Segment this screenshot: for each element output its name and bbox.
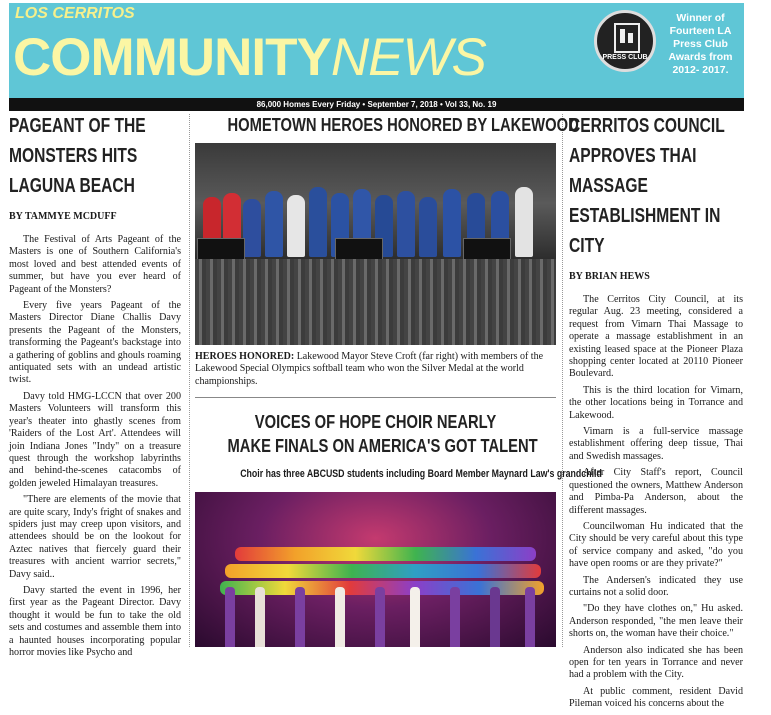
performer: [375, 587, 385, 647]
performer: [525, 587, 535, 647]
center-bottom-article: [195, 410, 556, 458]
paragraph: The Cerritos City Council, at its regular Aug. 23 meeting, considered a request from Vimarn Thai Massage to operate a massage establishment in an existing leased space at the Pioneer Plaza shopping center located at 20110 Pioneer Boulevard.: [569, 294, 743, 380]
title-community: COMMUNITY: [13, 28, 331, 87]
choir-row: [225, 564, 541, 578]
paragraph: The Festival of Arts Pageant of the Masters is one of Southern California's most loved and best attended events of summer, but have you ever heard of Pageant of the Monsters?: [9, 234, 181, 295]
performer: [335, 587, 345, 647]
section-divider: [195, 397, 556, 398]
paragraph: Every five years Pageant of the Masters Director Diane Challis Davy presents the Pageant of the Monsters, transforming the Pageant's backstage into a gathering of goblins and ghouls roaming antiquated sets with an undead artistic twist.: [9, 300, 181, 386]
performer: [410, 587, 420, 647]
right-article: [569, 111, 743, 715]
performer: [255, 587, 265, 647]
paragraph: Davy told HMG-LCCN that over 200 Masters Volunteers will transform this year's theater into ghastly scenes from 'Raiders of the Lost Art'. Attendees will join Indiana Jones "Indy" on a treasure quest through the workshop labyrinths and behind-the-scenes catacombs of golden jeweled Himalayan treasures.: [9, 390, 181, 489]
paragraph: The Andersen's indicated they use curtains not a solid door.: [569, 574, 743, 598]
person: [443, 189, 461, 257]
paragraph: After City Staff's report, Council questioned the owners, Matthew Anderson and Pimba-Pa Anderson, about the different massages.: [569, 467, 743, 516]
stage-skirt: [195, 259, 556, 345]
paragraph: Councilwoman Hu indicated that the City should be very careful about this type of service company and asked, "do you have open rooms or are they private?": [569, 520, 743, 570]
person: [309, 187, 327, 257]
person: [397, 191, 415, 257]
paragraph: Davy started the event in 1996, her first year as the Pageant Director. Davy thought it would be fun to take the old sets and costumes and assemble them into a haunted houses incorporating popular horror movies like Psycho and: [9, 584, 181, 658]
person: [419, 197, 437, 257]
performer: [295, 587, 305, 647]
masthead-city: LOS CERRITOS: [15, 5, 135, 22]
seal-text: PRESS CLUB: [602, 54, 648, 61]
paragraph: "Do they have clothes on," Hu asked. Anderson responded, "the men leave their shorts on, the woman have their choice.": [569, 603, 743, 640]
award-text: Winner of Fourteen LA Press Club Awards from 2012- 2017.: [668, 12, 733, 76]
person: [265, 191, 283, 257]
choir-headline-line2: MAKE FINALS ON AMERICA'S GOT TALENT: [227, 436, 538, 456]
left-body: [9, 234, 181, 659]
building-icon: [614, 23, 640, 53]
heroes-photo: [195, 143, 556, 345]
person: [515, 187, 533, 257]
caption-text: Lakewood Mayor Steve Croft (far right) with members of the Lakewood Special Olympics softball team who won the Silver Medal at the world championships.: [195, 351, 544, 387]
choir-row: [235, 547, 536, 561]
left-byline: BY TAMMYE MCDUFF: [9, 211, 117, 222]
choir-subdeck: Choir has three ABCUSD students including Board Member Maynard Law's grandchild: [240, 468, 602, 480]
press-club-seal-icon: [594, 10, 656, 72]
person: [243, 199, 261, 257]
paragraph: Vimarn is a full-service massage establishment offering deep tissue, Thai and Swedish massages.: [569, 426, 743, 462]
right-body: [569, 294, 743, 711]
dateline: 86,000 Homes Every Friday • September 7, 2018 • Vol 33, No. 19: [9, 98, 744, 111]
photo-caption: [195, 351, 558, 388]
center-top-article: [195, 115, 579, 136]
right-byline: BY BRIAN HEWS: [569, 271, 650, 282]
paragraph: Anderson also indicated she has been open for ten years in Torrance and never had a problem with the City.: [569, 644, 743, 681]
paragraph: This is the third location for Vimarn, the other locations being in Torrance and Lakewood.: [569, 384, 743, 421]
person: [287, 195, 305, 257]
left-headline: PAGEANT OF THE MONSTERS HITS LAGUNA BEACH: [9, 115, 146, 197]
column-divider: [562, 114, 563, 647]
paragraph: "There are elements of the movie that are quite scary, Indy's fright of snakes and spiders just may creep upon visitors, and attendees should be on the lookout for Aztec natives that fiercely guard their treasures with ancient warrior secrets," Davy said..: [9, 494, 181, 580]
masthead: [9, 3, 744, 98]
masthead-title: [13, 28, 486, 88]
left-article: [9, 111, 181, 663]
performer: [450, 587, 460, 647]
choir-photo: [195, 492, 556, 647]
column-divider: [189, 114, 190, 647]
performer: [490, 587, 500, 647]
center-top-headline: HOMETOWN HEROES HONORED BY LAKEWOOD: [227, 115, 579, 135]
paragraph: At public comment, resident David Pileman voiced his concerns about the: [569, 685, 743, 710]
performer: [225, 587, 235, 647]
title-news: NEWS: [330, 28, 486, 87]
right-headline: CERRITOS COUNCIL APPROVES THAI MASSAGE ESTABLISHMENT IN CITY: [569, 115, 725, 257]
caption-lead: HEROES HONORED:: [195, 351, 295, 362]
choir-headline-line1: VOICES OF HOPE CHOIR NEARLY: [254, 412, 497, 432]
